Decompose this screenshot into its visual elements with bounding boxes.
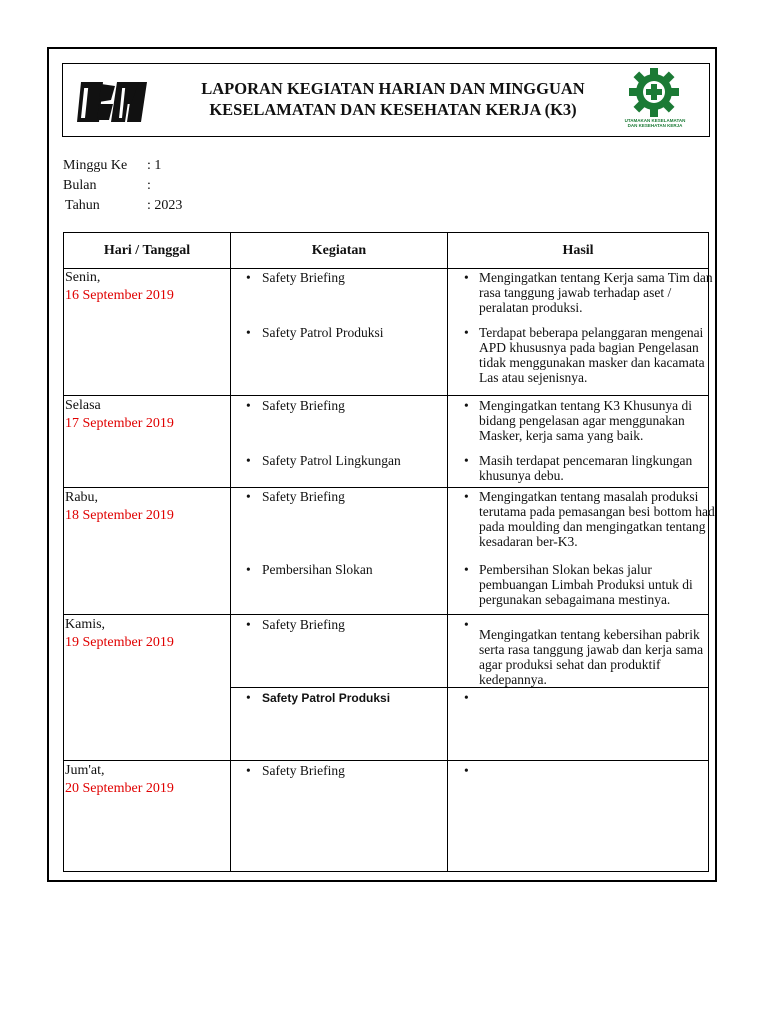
activity-label: Safety Patrol Lingkungan	[262, 453, 401, 468]
subrow-divider	[231, 687, 708, 688]
report-page	[47, 47, 717, 882]
row-divider	[64, 395, 708, 396]
company-logo	[73, 80, 153, 124]
report-title	[163, 78, 623, 120]
header-divider	[64, 268, 708, 269]
minggu-value: : 1	[147, 158, 162, 173]
bulan-value: :	[147, 178, 151, 193]
row-divider	[64, 487, 708, 488]
bullet: •	[246, 270, 251, 285]
result-text: Masih terdapat pencemaran lingkungan khusunya debu.	[479, 453, 693, 483]
bullet: •	[246, 763, 251, 778]
bullet: •	[464, 270, 469, 285]
activity-label: Safety Patrol Produksi	[262, 691, 391, 705]
bullet: •	[246, 562, 251, 577]
activity-label: Safety Briefing	[262, 617, 345, 632]
tahun-label: Tahun	[65, 198, 100, 213]
result-text: Terdapat beberapa pelanggaran mengenai APD khususnya pada bagian Pengelasan tidak menggunakan masker dan kacamata Las atau sejenisnya.	[479, 325, 705, 385]
row-day: Senin,	[65, 270, 101, 285]
activity-label: Safety Briefing	[262, 763, 345, 778]
bullet: •	[464, 453, 469, 468]
column-header-day: Hari / Tanggal	[103, 243, 191, 258]
column-divider	[230, 233, 231, 871]
row-day: Selasa	[65, 398, 101, 413]
result-text: Mengingatkan tentang K3 Khusunya di bidang pengelasan agar menggunakan Masker, kerja sama yang baik.	[479, 398, 692, 443]
bullet: •	[464, 690, 469, 705]
row-date: 18 September 2019	[65, 508, 174, 523]
result-text: Mengingatkan tentang masalah produksi terutama pada pemasangan besi bottom had pada moulding dan mengingatkan tentang kesadaran ber-K3.	[479, 489, 715, 549]
bullet: •	[246, 489, 251, 504]
bullet: •	[246, 325, 251, 340]
minggu-label: Minggu Ke	[63, 158, 128, 173]
bullet: •	[246, 453, 251, 468]
bulan-label: Bulan	[63, 178, 97, 193]
k3-logo-caption	[615, 118, 695, 128]
activity-label: Safety Briefing	[262, 398, 345, 413]
activity-label: Safety Briefing	[262, 270, 345, 285]
column-divider	[447, 233, 448, 871]
bullet: •	[464, 489, 469, 504]
result-text: Mengingatkan tentang kebersihan pabrik serta rasa tanggung jawab dan kerja sama agar produksi sehat dan produktif kedepannya.	[479, 627, 704, 687]
result-text: Pembersihan Slokan bekas jalur pembuangan Limbah Produksi untuk di pergunakan sebagaimana mestinya.	[479, 562, 693, 607]
bullet: •	[246, 617, 251, 632]
column-header-activity: Kegiatan	[311, 243, 367, 258]
activity-label: Safety Briefing	[262, 489, 345, 504]
bullet: •	[246, 398, 251, 413]
activity-label: Safety Patrol Produksi	[262, 325, 384, 340]
report-title-line-1: LAPORAN KEGIATAN HARIAN DAN MINGGUAN	[201, 79, 585, 98]
row-date: 17 September 2019	[65, 416, 174, 431]
tahun-value: : 2023	[147, 198, 183, 213]
activity-table	[63, 232, 715, 872]
row-day: Jum'at,	[65, 763, 105, 778]
row-date: 16 September 2019	[65, 288, 174, 303]
bullet: •	[464, 562, 469, 577]
bullet: •	[464, 398, 469, 413]
report-title-line-2: KESELAMATAN DAN KESEHATAN KERJA (K3)	[209, 100, 577, 119]
result-text: Mengingatkan tentang Kerja sama Tim dan rasa tanggung jawab terhadap aset / peralatan produksi.	[479, 270, 713, 315]
row-day: Kamis,	[65, 617, 106, 632]
bullet: •	[464, 325, 469, 340]
row-divider	[64, 614, 708, 615]
k3-caption-line-1: UTAMAKAN KESELAMATAN	[624, 118, 686, 123]
column-header-result: Hasil	[562, 243, 594, 258]
row-divider	[64, 760, 708, 761]
row-date: 19 September 2019	[65, 635, 174, 650]
k3-caption-line-2: DAN KESEHATAN KERJA	[627, 123, 683, 128]
row-date: 20 September 2019	[65, 781, 174, 796]
activity-label: Pembersihan Slokan	[262, 562, 373, 577]
bullet: •	[246, 690, 251, 705]
bullet: •	[464, 617, 469, 632]
row-day: Rabu,	[65, 490, 99, 505]
bullet: •	[464, 763, 469, 778]
report-header	[62, 63, 710, 137]
